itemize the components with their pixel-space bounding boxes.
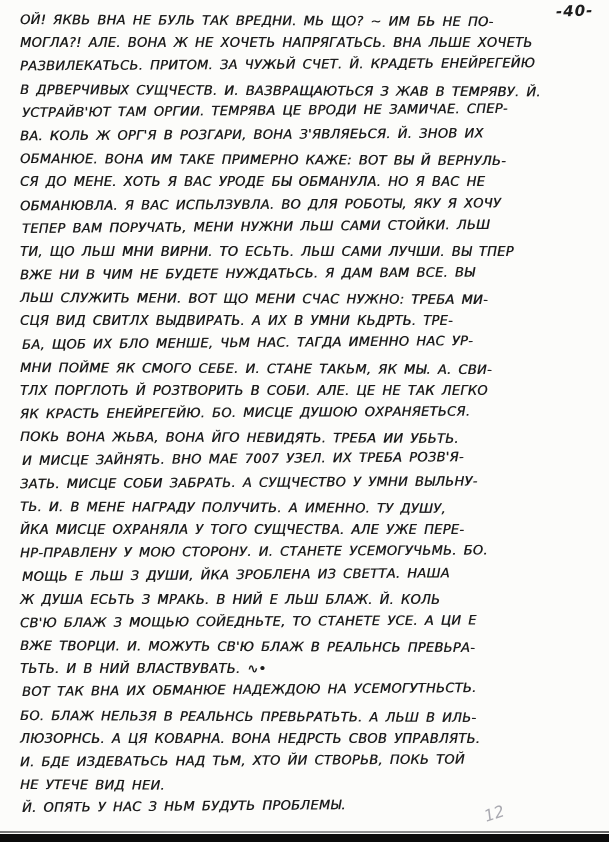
- text-line: БО. БЛАЖ НЕЛЬЗЯ В РЕАЛЬНСЬ ПРЕВЬРАТЬТЬ. А ЛЬШ В ИЛЬ-: [19, 708, 477, 726]
- pencil-page-number: 12: [481, 801, 507, 826]
- text-line: ОБМАНЮВЛА. Я ВАС ИСПЬЛЗУВЛА. ВО ДЛЯ РОБОТЫ, ЯКУ Я ХОЧУ: [19, 195, 502, 214]
- text-line: СВ'Ю БЛАЖ З МОЩЬЮ СОЙЕДНЬТЕ, ТО СТАНЕТЕ УСЕ. А ЦИ Е: [19, 613, 477, 632]
- text-line: МОЩЬ Е ЛЬШ З ДУШИ, ЙКА ЗРОБЛЕНА ИЗ СВЕТТА. НАША: [21, 565, 450, 585]
- text-line: ЯК КРАСТЬ ЕНЕЙРЕГЕЙЮ. БО. МИСЦЕ ДУШОЮ ОХРАНЯЕТЬСЯ.: [19, 404, 471, 423]
- text-line: И. БДЕ ИЗДЕВАТЬСЬ НАД ТЬМ, ХТО ЙИ СТВОРЬВ, ПОКЬ ТОЙ: [19, 752, 465, 771]
- text-line: ВОТ ТАК ВНА ИХ ОБМАНЮЕ НАДЕЖДОЮ НА УСЕМОГУТНЬСТЬ.: [21, 681, 477, 701]
- text-line: БА, ЩОБ ИХ БЛО МЕНШЕ, ЧЬМ НАС. ТАГДА ИМЕННО НАС УР-: [21, 333, 474, 353]
- text-line: ТЬТЬ. И В НИЙ ВЛАСТВУВАТЬ. ∿•: [20, 662, 267, 678]
- text-line: РАЗВИЛЕКАТЬСЬ. ПРИТОМ. ЗА ЧУЖЬЙ СЧЕТ. Й. КРАДЕТЬ ЕНЕЙРЕГЕЙЮ: [19, 56, 536, 75]
- text-line: ВЖЕ НИ В ЧИМ НЕ БУДЕТЕ НУЖДАТЬСЬ. Я ДАМ ВАМ ВСЕ. ВЫ: [19, 265, 476, 284]
- text-line: ОБМАНЮЕ. ВОНА ИМ ТАКЕ ПРИМЕРНО КАЖЕ: ВОТ ВЫ Й ВЕРНУЛЬ-: [19, 152, 507, 170]
- text-line: ТЕПЕР ВАМ ПОРУЧАТЬ, МЕНИ НУЖНИ ЛЬШ САМИ СТОЙКИ. ЛЬШ: [21, 217, 491, 237]
- text-line: ТИ, ЩО ЛЬШ МНИ ВИРНИ. ТО ЕСЬТЬ. ЛЬШ САМИ ЛУЧШИ. ВЫ ТПЕР: [20, 244, 514, 260]
- text-line: СЦЯ ВИД СВИТЛХ ВЫДВИРАТЬ. А ИХ В УМНИ КЬДРТЬ. ТРЕ-: [20, 314, 454, 330]
- text-line: ПОКЬ ВОНА ЖЬВА, ВОНА ЙГО НЕВИДЯТЬ. ТРЕБА ИИ УБЬТЬ.: [19, 430, 459, 448]
- text-line: В ДРВЕРЧИВЫХ СУЩЧЕСТВ. И. ВАЗВРАЩАЮТЬСЯ З ЖАВ В ТЕМРЯВУ. Й.: [19, 82, 541, 100]
- text-line: Ж ДУША ЕСЬТЬ З МРАКЬ. В НИЙ Е ЛЬШ БЛАЖ. Й. КОЛЬ: [20, 592, 441, 608]
- text-line: ТЛХ ПОРГЛОТЬ Й РОЗТВОРИТЬ В СОБИ. АЛЕ. ЦЕ НЕ ТАК ЛЕГКО: [20, 384, 488, 399]
- text-line: МНИ ПОЙМЕ ЯК СМОГО СЕБЕ. И. СТАНЕ ТАКЬМ, ЯК МЫ. А. СВИ-: [19, 360, 492, 378]
- text-line: НР-ПРАВЛЕНУ У МОЮ СТОРОНУ. И. СТАНЕТЕ УСЕМОГУЧЬМЬ. БО.: [19, 543, 488, 562]
- text-line: ВЖЕ ТВОРЦИ. И. МОЖУТЬ СВ'Ю БЛАЖ В РЕАЛЬНСЬ ПРЕВЬРА-: [19, 639, 476, 657]
- text-line: Й. ОПЯТЬ У НАС З НЬМ БУДУТЬ ПРОБЛЕМЫ.: [21, 798, 346, 817]
- text-line: ЛЬШ СЛУЖИТЬ МЕНИ. ВОТ ЩО МЕНИ СЧАС НУЖНО: ТРЕБА МИ-: [19, 291, 488, 309]
- text-line: И МИСЦЕ ЗАЙНЯТЬ. ВНО МАЕ 7007 УЗЕЛ. ИХ ТРЕБА РОЗВ'Я-: [21, 449, 464, 469]
- text-line: ВА. КОЛЬ Ж ОРГ'Я В РОЗГАРИ, ВОНА З'ЯВЛЯЕЬСЯ. Й. ЗНОВ ИХ: [19, 126, 484, 145]
- handwriting-lines: [20, 9, 598, 821]
- text-line: ЗАТЬ. МИСЦЕ СОБИ ЗАБРАТЬ. А СУЩЧЕСТВО У УМНИ ВЫЛЬНУ-: [19, 474, 478, 493]
- text-line: ОЙ! ЯКВЬ ВНА НЕ БУЛЬ ТАК ВРЕДНИ. МЬ ЩО? ~ ИМ БЬ НЕ ПО-: [19, 13, 494, 31]
- text-line: МОГЛА?! АЛЕ. ВОНА Ж НЕ ХОЧЕТЬ НАПРЯГАТЬСЬ. ВНА ЛЬШЕ ХОЧЕТЬ: [20, 36, 533, 52]
- text-line: СЯ ДО МЕНЕ. ХОТЬ Я ВАС УРОДЕ БЫ ОБМАНУЛА. НО Я ВАС НЕ: [20, 175, 486, 191]
- text-line: УСТРАЙВ'ЮТ ТАМ ОРГИИ. ТЕМРЯВА ЦЕ ВРОДИ НЕ ЗАМИЧАЕ. СПЕР-: [21, 101, 508, 121]
- scan-edge-line: [0, 831, 609, 833]
- scan-bottom-bar: [0, 834, 609, 842]
- text-line: ЛЮЗОРНСЬ. А ЦЯ КОВАРНА. ВОНА НЕДРСТЬ СВОВ УПРАВЛЯТЬ.: [20, 731, 481, 747]
- page-number-top: -40-: [555, 1, 594, 21]
- text-line: ЙКА МИСЦЕ ОХРАНЯЛА У ТОГО СУЩЧЕСТВА. АЛЕ УЖЕ ПЕРЕ-: [20, 523, 465, 539]
- text-line: ТЬ. И. В МЕНЕ НАГРАДУ ПОЛУЧИТЬ. А ИМЕННО. ТУ ДУШУ,: [19, 499, 446, 517]
- text-line: НЕ УТЕЧЕ ВИД НЕИ.: [19, 778, 165, 794]
